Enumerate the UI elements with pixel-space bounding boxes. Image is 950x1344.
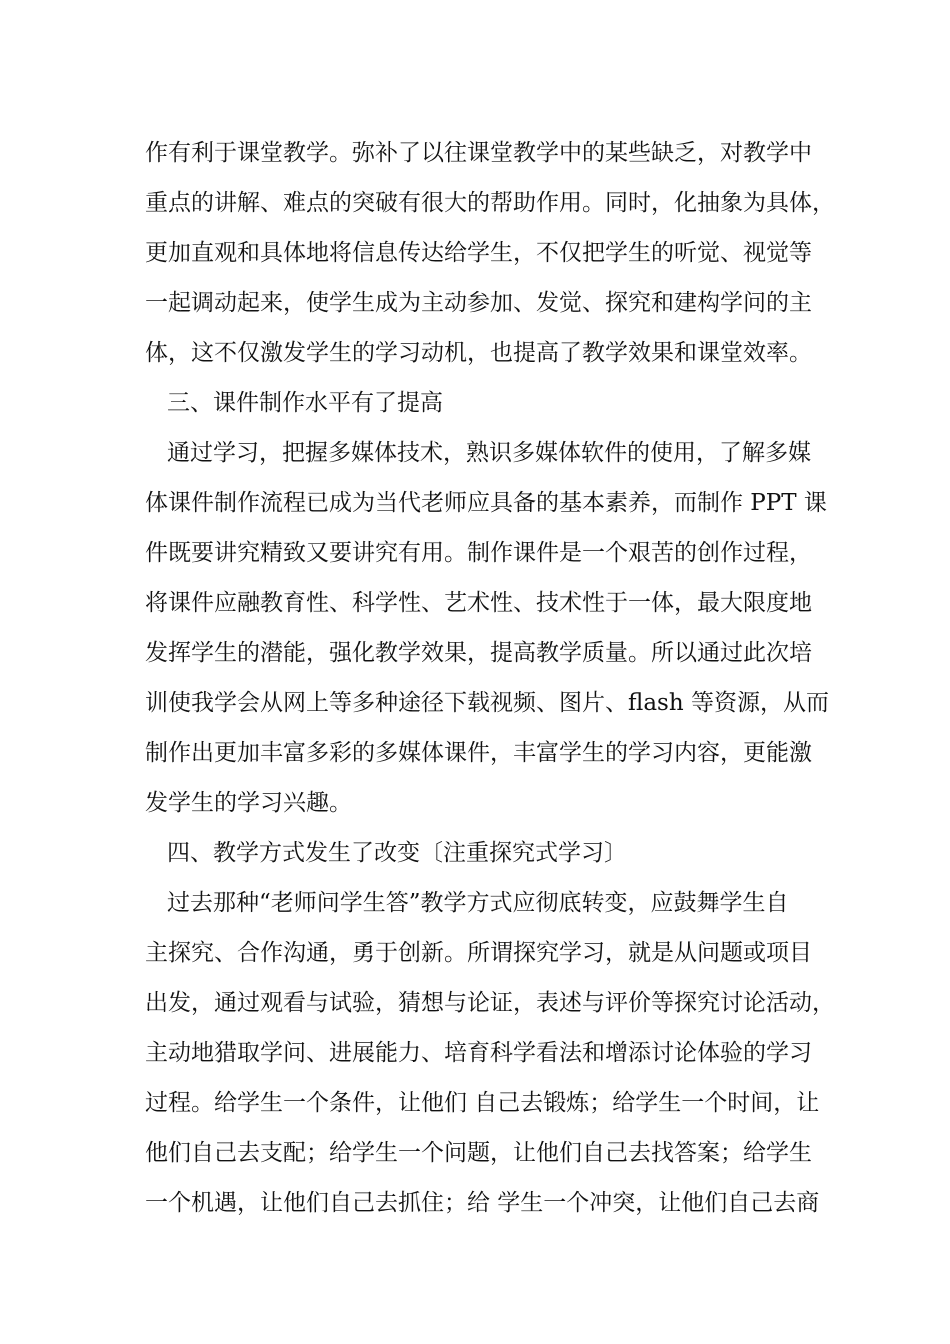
- section-heading: 四、教学方式发生了改变〔注重探究式学习〕: [167, 840, 627, 866]
- text-line: 作有利于课堂教学。弥补了以往课堂教学中的某些缺乏，对教学中: [145, 140, 812, 166]
- section-heading: 三、课件制作水平有了提高: [167, 390, 443, 416]
- text-line: 制作出更加丰富多彩的多媒体课件，丰富学生的学习内容，更能激: [145, 740, 812, 766]
- text-line: 重点的讲解、难点的突破有很大的帮助作用。同时，化抽象为具体，: [145, 190, 835, 216]
- text-line: 一起调动起来，使学生成为主动参加、发觉、探究和建构学问的主: [145, 290, 812, 316]
- text-line: 一个机遇，让他们自己去抓住；给 学生一个冲突，让他们自己去商: [145, 1190, 820, 1216]
- text-line: 发挥学生的潜能，强化教学效果，提高教学质量。所以通过此次培: [145, 640, 812, 666]
- text-line: 过程。给学生一个条件，让他们 自己去锻炼；给学生一个时间，让: [145, 1090, 820, 1116]
- text-line: 通过学习，把握多媒体技术，熟识多媒体软件的使用，了解多媒: [167, 440, 811, 466]
- text-line: 体，这不仅激发学生的学习动机，也提高了教学效果和课堂效率。: [145, 340, 812, 366]
- text-line: 主动地猎取学问、进展能力、培育科学看法和增添讨论体验的学习: [145, 1040, 812, 1066]
- text-line: 过去那种“老师问学生答”教学方式应彻底转变，应鼓舞学生自: [167, 890, 789, 916]
- text-line: 主探究、合作沟通，勇于创新。所谓探究学习，就是从问题或项目: [145, 940, 812, 966]
- text-line: 出发，通过观看与试验，猜想与论证，表述与评价等探究讨论活动，: [145, 990, 835, 1016]
- text-line: 发学生的学习兴趣。: [145, 790, 352, 816]
- text-line: 更加直观和具体地将信息传达给学生，不仅把学生的听觉、视觉等: [145, 240, 812, 266]
- text-line: 件既要讲究精致又要讲究有用。制作课件是一个艰苦的创作过程，: [145, 540, 812, 566]
- text-line: 将课件应融教育性、科学性、艺术性、技术性于一体，最大限度地: [145, 590, 812, 616]
- text-line: 体课件制作流程已成为当代老师应具备的基本素养，而制作 PPT 课: [145, 490, 827, 516]
- text-line: 训使我学会从网上等多种途径下载视频、图片、flash 等资源，从而: [145, 690, 829, 716]
- text-line: 他们自己去支配；给学生一个问题，让他们自己去找答案；给学生: [145, 1140, 812, 1166]
- document-body: [145, 128, 835, 1228]
